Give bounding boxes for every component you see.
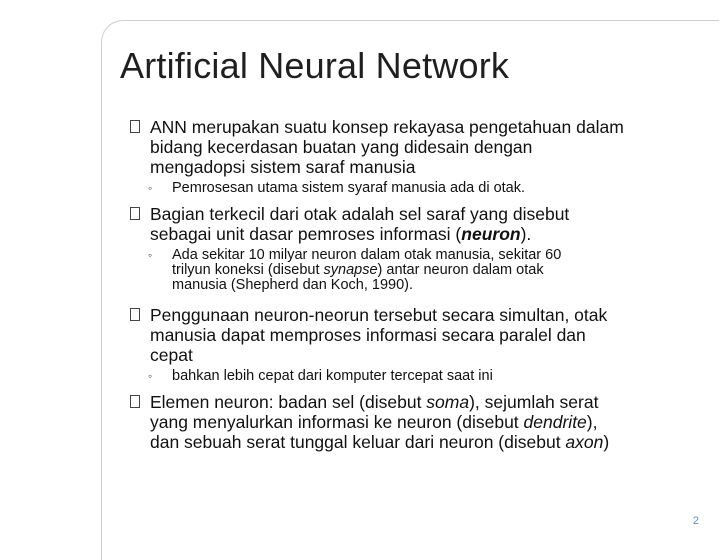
bullet-box-icon [130,207,140,220]
circle-bullet-icon: ◦ [148,181,153,195]
bullet-box-icon [130,308,140,321]
bullet-box-icon [130,120,140,133]
bullet-3-text: Penggunaan neuron-neorun tersebut secara simultan, otak manusia dapat memproses informasi secara paralel dan cepat [150,305,608,365]
slide-title: Artificial Neural Network [120,45,510,86]
sub-bullet-2-text: Ada sekitar 10 milyar neuron dalam otak manusia, sekitar 60 trilyun koneksi (disebut synapse) antar neuron dalam otak manusia (Shepherd dan Koch, 1990). [172,247,562,293]
circle-bullet-icon: ◦ [148,369,153,383]
sub-bullet-1-text: Pemrosesan utama sistem syaraf manusia ada di otak. [172,180,525,196]
page-number: 2 [692,515,699,527]
bullet-box-icon [130,395,140,408]
circle-bullet-icon: ◦ [148,248,153,262]
bullet-2-text: Bagian terkecil dari otak adalah sel saraf yang disebut sebagai unit dasar pemroses informasi (neuron). [150,204,570,244]
bullet-1-text: ANN merupakan suatu konsep rekayasa pengetahuan dalam bidang kecerdasan buatan yang didesain dengan mengadopsi sistem saraf manusia [150,117,624,177]
bullet-4-text: Elemen neuron: badan sel (disebut soma), sejumlah serat yang menyalurkan informasi ke neuron (disebut dendrite), dan sebuah serat tunggal keluar dari neuron (disebut axon) [150,392,610,452]
sub-bullet-3-text: bahkan lebih cepat dari komputer tercepat saat ini [172,368,493,384]
